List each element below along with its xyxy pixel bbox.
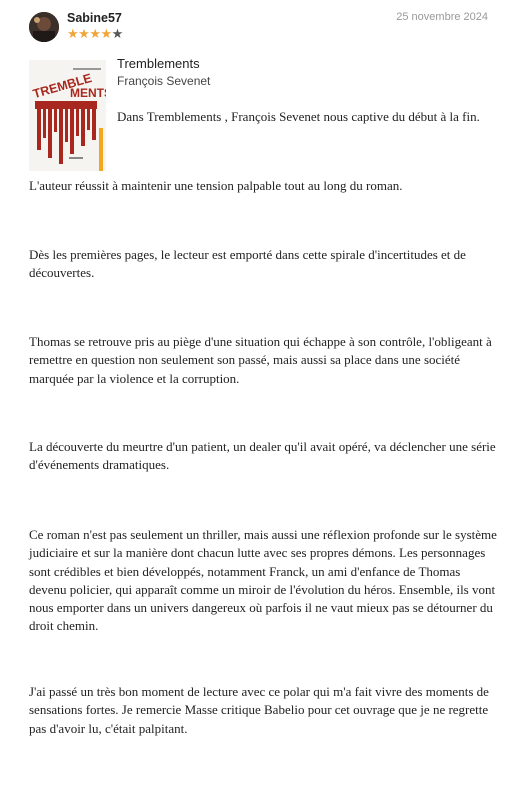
review-intro: Dans Tremblements , François Sevenet nous captive du début à la fin. — [117, 109, 480, 124]
star-icon: ★ — [67, 27, 79, 42]
star-icon: ★ — [78, 27, 90, 42]
review-paragraph: J'ai passé un très bon moment de lecture avec ce polar qui m'a fait vivre des moments de sensations fortes. Je remercie Masse critique Babelio pour cet ouvrage que je ne regrette pas d'avoir lu, c'était palpitant. — [29, 684, 489, 736]
book-author[interactable]: François Sevenet — [117, 74, 211, 88]
review-paragraph: Dès les premières pages, le lecteur est emporté dans cette spirale d'incertitudes et de découvertes. — [29, 247, 466, 281]
review-paragraph: La découverte du meurtre d'un patient, un dealer qu'il avait opéré, va déclencher une série d'événements dramatiques. — [29, 439, 496, 473]
rating-stars — [67, 27, 123, 42]
review-paragraph: Ce roman n'est pas seulement un thriller, mais aussi une réflexion profonde sur le système judiciaire et sur la manière dont chacun lutte avec ses propres démons. Les personnages sont crédibles et bien développés, notamment Franck, un ami d'enfance de Thomas devenu policier, qui apparaît comme un miroir de l'évolution du héros. Ensemble, ils vont nous emporter dans un univers dangereux où parfois il ne vaut mieux pas se détourner du droit chemin. — [29, 527, 497, 634]
review-date: 25 novembre 2024 — [396, 11, 488, 23]
cover-title-line1: TREMBLE — [31, 71, 94, 102]
book-title[interactable]: Tremblements — [117, 56, 200, 71]
cover-title-line2: MENT — [70, 86, 104, 100]
username-link[interactable]: Sabine57 — [67, 11, 122, 25]
star-icon: ★ — [111, 27, 123, 42]
star-icon: ★ — [89, 27, 101, 42]
review-paragraph: L'auteur réussit à maintenir une tension palpable tout au long du roman. — [29, 178, 403, 193]
book-cover[interactable] — [29, 60, 106, 171]
star-icon: ★ — [100, 27, 112, 42]
review-paragraph: Thomas se retrouve pris au piège d'une situation qui échappe à son contrôle, l'obligeant à remettre en question non seulement son passé, mais aussi sa place dans une société marquée par la violence et la corruption. — [29, 334, 492, 386]
user-avatar[interactable] — [29, 12, 59, 42]
